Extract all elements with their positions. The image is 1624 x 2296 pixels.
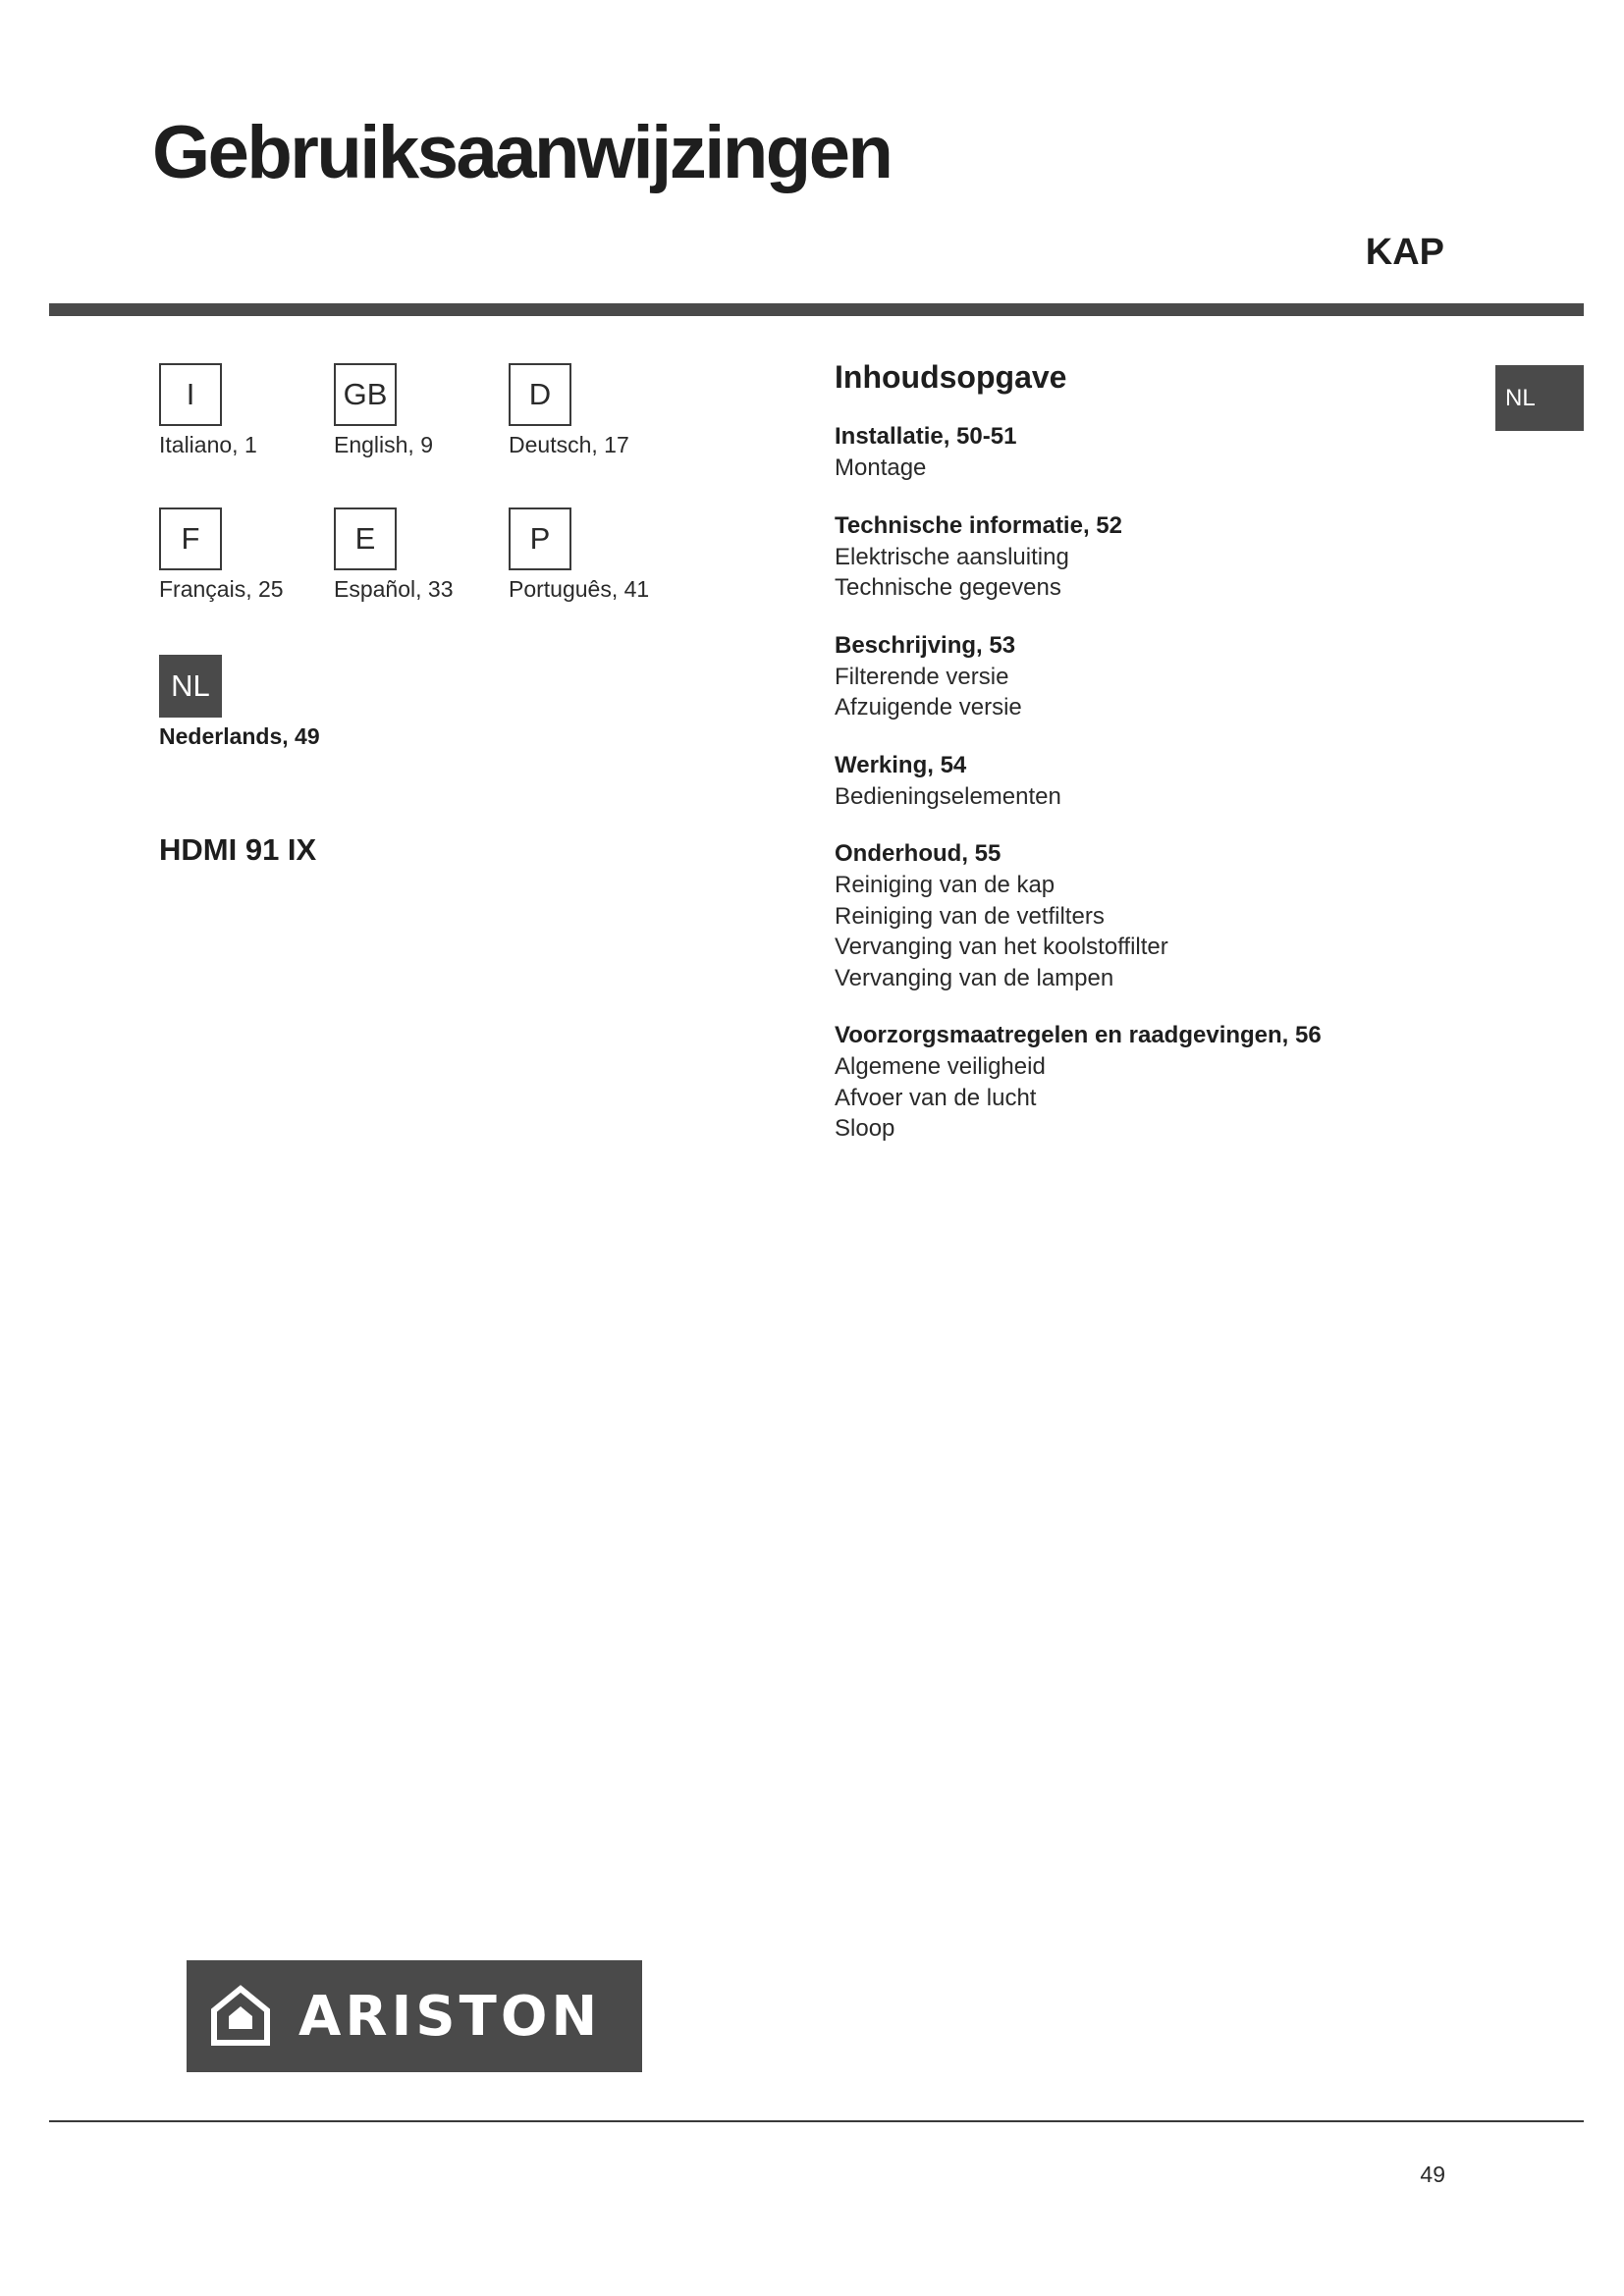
toc-item: Vervanging van de lampen [835, 964, 1114, 991]
language-side-tab: NL [1495, 365, 1584, 431]
toc-section [835, 510, 1424, 604]
brand-name: ARISTON [298, 1984, 602, 2049]
language-code-box: GB [334, 363, 397, 426]
toc-section-title[interactable]: Werking, 54 [835, 751, 967, 778]
toc-section-title[interactable]: Installatie, 50-51 [835, 423, 1017, 450]
language-german[interactable] [509, 363, 725, 458]
language-code-box: P [509, 507, 571, 570]
language-label: Italiano, 1 [159, 432, 257, 457]
toc-section [835, 838, 1424, 993]
toc-item: Sloop [835, 1115, 895, 1142]
toc-section [835, 630, 1424, 723]
toc-item: Reiniging van de kap [835, 872, 1056, 898]
language-portuguese[interactable] [509, 507, 725, 603]
toc-item: Vervanging van het koolstoffilter [835, 934, 1168, 960]
language-code-box: F [159, 507, 222, 570]
language-code-box: D [509, 363, 571, 426]
toc-section-title[interactable]: Voorzorgsmaatregelen en raadgevingen, 56 [835, 1022, 1322, 1048]
toc-item: Bedieningselementen [835, 782, 1061, 810]
language-code-box: E [334, 507, 397, 570]
toc-section [835, 421, 1424, 484]
toc-section [835, 750, 1424, 813]
product-category: KAP [1365, 232, 1444, 273]
language-label: English, 9 [334, 432, 434, 457]
toc-item: Technische gegevens [835, 574, 1061, 601]
toc-item: Algemene veiligheid [835, 1053, 1046, 1080]
toc-item: Filterende versie [835, 663, 1009, 690]
toc-item: Montage [835, 454, 927, 481]
house-icon [208, 1984, 273, 2049]
toc-item: Afvoer van de lucht [835, 1084, 1037, 1111]
table-of-contents [835, 359, 1424, 1171]
toc-item: Reiniging van de vetfilters [835, 902, 1105, 930]
language-label: Español, 33 [334, 576, 454, 602]
brand-logo [187, 1960, 642, 2072]
language-code-box: I [159, 363, 222, 426]
toc-item: Afzuigende versie [835, 694, 1022, 721]
model-number: HDMI 91 IX [159, 832, 317, 867]
toc-heading: Inhoudsopgave [835, 359, 1067, 395]
toc-section-title[interactable]: Technische informatie, 52 [835, 511, 1122, 539]
language-code-box: NL [159, 655, 222, 718]
header-divider-bar [49, 303, 1584, 316]
toc-section-title[interactable]: Beschrijving, 53 [835, 631, 1016, 659]
page-number: 49 [1420, 2162, 1445, 2187]
toc-section [835, 1020, 1424, 1145]
page-title: Gebruiksaanwijzingen [152, 111, 892, 194]
footer-divider [49, 2120, 1584, 2122]
toc-section-title[interactable]: Onderhoud, 55 [835, 840, 1001, 867]
language-label: Nederlands, 49 [159, 723, 320, 749]
toc-item: Elektrische aansluiting [835, 543, 1069, 570]
language-dutch[interactable] [159, 655, 375, 750]
language-label: Deutsch, 17 [509, 432, 629, 457]
language-label: Français, 25 [159, 576, 284, 602]
language-label: Português, 41 [509, 576, 650, 602]
